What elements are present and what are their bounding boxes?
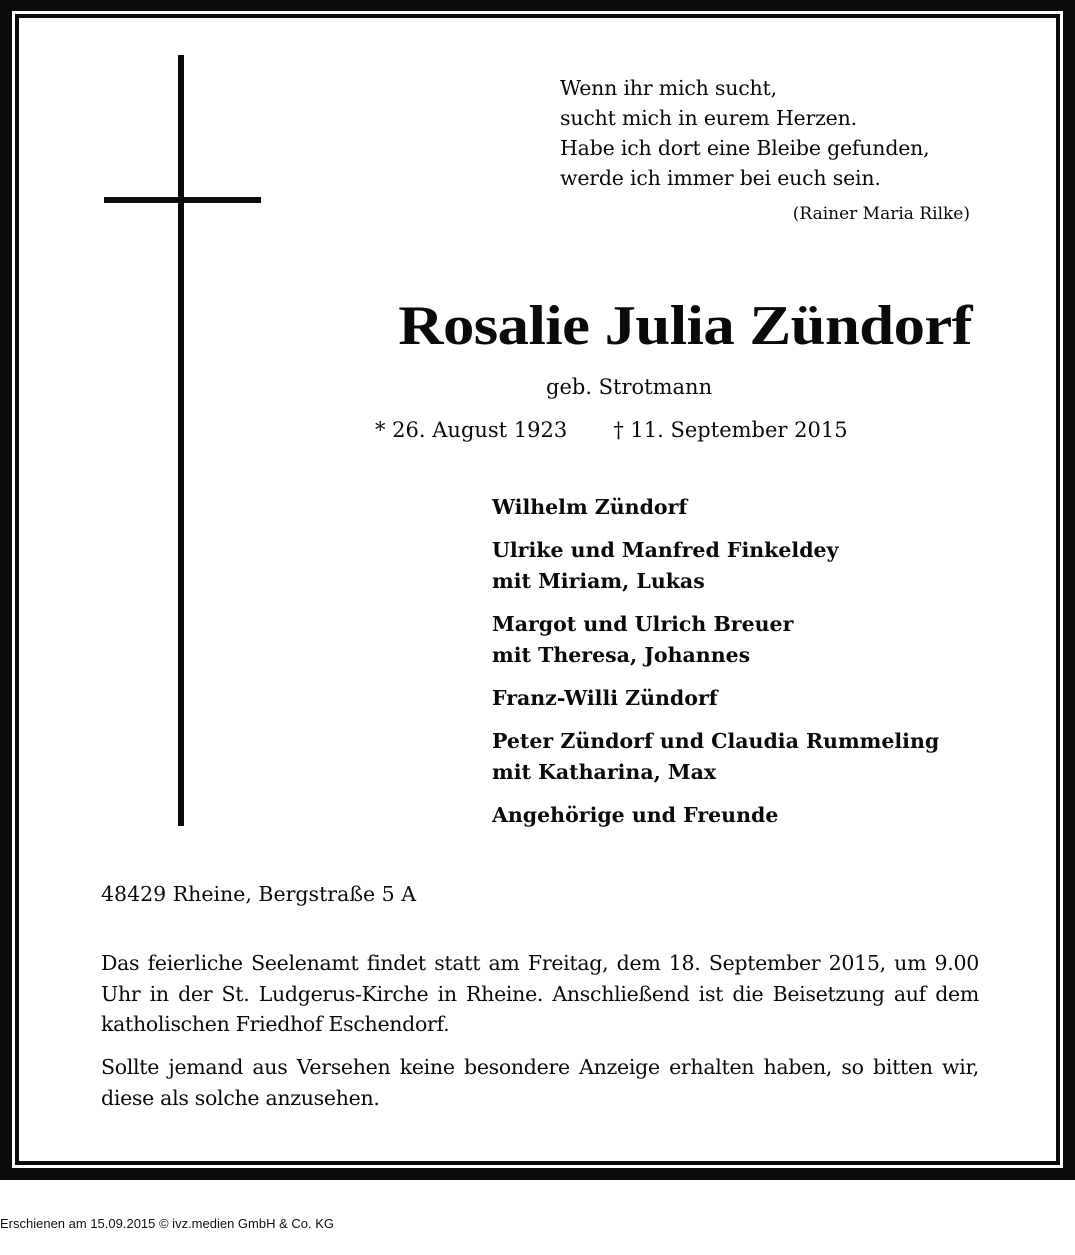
mourner-group: [492, 609, 1012, 671]
mourners-list: [492, 492, 1012, 843]
mourner-line: Ulrike und Manfred Finkeldey: [492, 538, 839, 562]
poem-line: werde ich immer bei euch sein.: [560, 166, 881, 190]
notice-paragraph: Sollte jemand aus Versehen keine besondere Anzeige erhalten haben, so bitten wir, diese als solche anzusehen.: [101, 1055, 979, 1110]
cross-horizontal-bar: [104, 197, 261, 203]
poem-line: sucht mich in eurem Herzen.: [560, 106, 857, 130]
mourner-group: [492, 535, 1012, 597]
mourner-group: [492, 492, 1012, 523]
poem-line: Habe ich dort eine Bleibe gefunden,: [560, 136, 930, 160]
mourner-line: Angehörige und Freunde: [492, 803, 779, 827]
obituary-panel: [19, 18, 1056, 1161]
birth-date: * 26. August 1923: [375, 418, 568, 442]
mourner-group: [492, 683, 1012, 714]
deceased-name: Rosalie Julia Zündorf: [398, 295, 972, 357]
mourner-line: mit Theresa, Johannes: [492, 643, 751, 667]
mourner-group: [492, 726, 1012, 788]
address: 48429 Rheine, Bergstraße 5 A: [101, 882, 417, 906]
mourner-line: Wilhelm Zündorf: [492, 495, 688, 519]
poem-line: Wenn ihr mich sucht,: [560, 76, 777, 100]
mourner-line: Margot und Ulrich Breuer: [492, 612, 794, 636]
mourner-line: mit Miriam, Lukas: [492, 569, 705, 593]
poem: [560, 73, 980, 193]
mourner-line: Franz-Willi Zündorf: [492, 686, 718, 710]
mourner-group: [492, 800, 1012, 831]
mourner-line: Peter Zündorf und Claudia Rummeling: [492, 729, 940, 753]
funeral-info-paragraph: Das feierliche Seelenamt findet statt am Freitag, dem 18. September 2015, um 9.00 Uhr in der St. Ludgerus-Kirche in Rheine. Anschließend ist die Beisetzung auf dem katholischen Friedhof Eschendorf.: [101, 951, 979, 1036]
cross-vertical-bar: [178, 55, 184, 826]
life-dates: [375, 418, 848, 442]
death-date: † 11. September 2015: [613, 418, 848, 442]
publication-footer: Erschienen am 15.09.2015 © ivz.medien GmbH & Co. KG: [0, 1216, 335, 1231]
mourner-line: mit Katharina, Max: [492, 760, 717, 784]
maiden-name: geb. Strotmann: [546, 375, 713, 399]
poem-author: (Rainer Maria Rilke): [792, 204, 970, 224]
